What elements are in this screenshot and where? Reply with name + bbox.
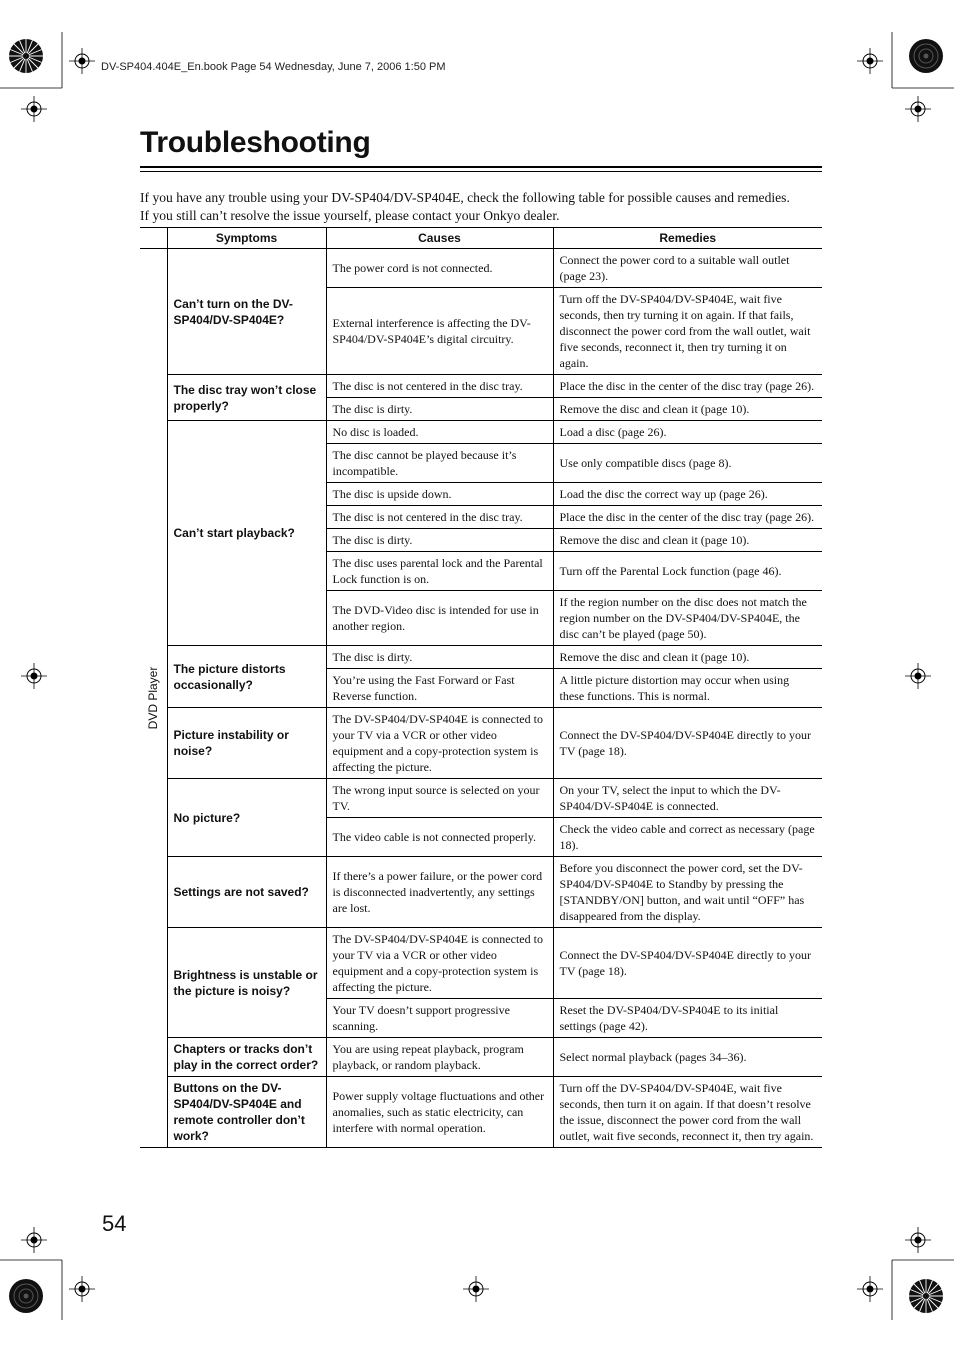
page-title: Troubleshooting: [140, 126, 371, 159]
header-causes: Causes: [326, 228, 553, 249]
cause-cell: Power supply voltage fluctuations and other anomalies, such as static electricity, can interfere with normal operation.: [326, 1077, 553, 1148]
remedy-cell: Remove the disc and clean it (page 10).: [553, 646, 822, 669]
table-row: [140, 1038, 822, 1077]
remedy-cell: Load the disc the correct way up (page 26).: [553, 483, 822, 506]
symptom-cell: Picture instability or noise?: [167, 708, 326, 779]
page-number: 54: [102, 1211, 127, 1236]
cause-cell: The power cord is not connected.: [326, 249, 553, 288]
remedy-cell: Connect the DV-SP404/DV-SP404E directly to your TV (page 18).: [553, 708, 822, 779]
troubleshooting-table: [140, 227, 822, 1148]
cause-cell: The disc cannot be played because it’s incompatible.: [326, 444, 553, 483]
cause-cell: The disc is upside down.: [326, 483, 553, 506]
header-remedies: Remedies: [553, 228, 822, 249]
header-corner: [140, 228, 167, 249]
remedy-cell: Select normal playback (pages 34–36).: [553, 1038, 822, 1077]
remedy-cell: Turn off the Parental Lock function (page 46).: [553, 552, 822, 591]
symptom-cell: Can’t turn on the DV-SP404/DV-SP404E?: [167, 249, 326, 375]
cause-cell: The DV-SP404/DV-SP404E is connected to your TV via a VCR or other video equipment and a copy-protection system is affecting the picture.: [326, 928, 553, 999]
cause-cell: The disc is not centered in the disc tray.: [326, 506, 553, 529]
table-row: [140, 646, 822, 669]
remedy-cell: Use only compatible discs (page 8).: [553, 444, 822, 483]
cause-cell: No disc is loaded.: [326, 421, 553, 444]
cause-cell: Your TV doesn’t support progressive scanning.: [326, 999, 553, 1038]
header-symptoms: Symptoms: [167, 228, 326, 249]
section-label: DVD Player: [146, 666, 161, 730]
table-row: [140, 421, 822, 444]
cause-cell: The wrong input source is selected on your TV.: [326, 779, 553, 818]
symptom-cell: Settings are not saved?: [167, 857, 326, 928]
symptom-cell: The disc tray won’t close properly?: [167, 375, 326, 421]
remedy-cell: Connect the power cord to a suitable wall outlet (page 23).: [553, 249, 822, 288]
remedy-cell: Load a disc (page 26).: [553, 421, 822, 444]
symptom-cell: No picture?: [167, 779, 326, 857]
table-body: [140, 249, 822, 1148]
intro-line-1: If you have any trouble using your DV-SP404/DV-SP404E, check the following table for possible causes and remedies.: [140, 190, 790, 205]
remedy-cell: Turn off the DV-SP404/DV-SP404E, wait five seconds, then try turning it on again. If that fails, disconnect the power cord from the wall outlet, wait five seconds, reconnect it, then try turning it on again.: [553, 288, 822, 375]
intro-text: [140, 189, 824, 225]
section-label-cell: [140, 249, 167, 1148]
intro-line-2: If you still can’t resolve the issue yourself, please contact your Onkyo dealer.: [140, 208, 560, 223]
table-row: [140, 708, 822, 779]
remedy-cell: Check the video cable and correct as necessary (page 18).: [553, 818, 822, 857]
symptom-cell: Chapters or tracks don’t play in the correct order?: [167, 1038, 326, 1077]
cause-cell: If there’s a power failure, or the power cord is disconnected inadvertently, any settings are lost.: [326, 857, 553, 928]
remedy-cell: Remove the disc and clean it (page 10).: [553, 529, 822, 552]
table-header-row: [140, 228, 822, 249]
cause-cell: External interference is affecting the DV-SP404/DV-SP404E’s digital circuitry.: [326, 288, 553, 375]
table-row: [140, 1077, 822, 1148]
remedy-cell: Connect the DV-SP404/DV-SP404E directly to your TV (page 18).: [553, 928, 822, 999]
remedy-cell: Turn off the DV-SP404/DV-SP404E, wait five seconds, then turn it on again. If that doesn’t resolve the issue, disconnect the power cord from the wall outlet, wait five seconds, reconnect it, then try again.: [553, 1077, 822, 1148]
cause-cell: The disc uses parental lock and the Parental Lock function is on.: [326, 552, 553, 591]
remedy-cell: Remove the disc and clean it (page 10).: [553, 398, 822, 421]
cause-cell: The DVD-Video disc is intended for use in another region.: [326, 591, 553, 646]
cause-cell: The disc is not centered in the disc tray.: [326, 375, 553, 398]
cause-cell: The video cable is not connected properly.: [326, 818, 553, 857]
remedy-cell: Reset the DV-SP404/DV-SP404E to its initial settings (page 42).: [553, 999, 822, 1038]
table-row: [140, 779, 822, 818]
cause-cell: The disc is dirty.: [326, 646, 553, 669]
cause-cell: The DV-SP404/DV-SP404E is connected to your TV via a VCR or other video equipment and a copy-protection system is affecting the picture.: [326, 708, 553, 779]
cause-cell: You are using repeat playback, program playback, or random playback.: [326, 1038, 553, 1077]
table-row: [140, 857, 822, 928]
print-header: DV-SP404.404E_En.book Page 54 Wednesday, June 7, 2006 1:50 PM: [101, 61, 446, 73]
cause-cell: The disc is dirty.: [326, 529, 553, 552]
symptom-cell: Can’t start playback?: [167, 421, 326, 646]
remedy-cell: If the region number on the disc does not match the region number on the DV-SP404/DV-SP404E, the disc can’t be played (page 50).: [553, 591, 822, 646]
table-row: [140, 249, 822, 288]
remedy-cell: Place the disc in the center of the disc tray (page 26).: [553, 506, 822, 529]
remedy-cell: Place the disc in the center of the disc tray (page 26).: [553, 375, 822, 398]
remedy-cell: On your TV, select the input to which the DV-SP404/DV-SP404E is connected.: [553, 779, 822, 818]
title-rule: [140, 166, 822, 172]
cause-cell: The disc is dirty.: [326, 398, 553, 421]
table-row: [140, 375, 822, 398]
symptom-cell: Buttons on the DV-SP404/DV-SP404E and remote controller don’t work?: [167, 1077, 326, 1148]
remedy-cell: A little picture distortion may occur when using these functions. This is normal.: [553, 669, 822, 708]
cause-cell: You’re using the Fast Forward or Fast Reverse function.: [326, 669, 553, 708]
remedy-cell: Before you disconnect the power cord, set the DV-SP404/DV-SP404E to Standby by pressing the [STANDBY/ON] button, and wait until “OFF” has disappeared from the display.: [553, 857, 822, 928]
symptom-cell: The picture distorts occasionally?: [167, 646, 326, 708]
symptom-cell: Brightness is unstable or the picture is noisy?: [167, 928, 326, 1038]
table-row: [140, 928, 822, 999]
